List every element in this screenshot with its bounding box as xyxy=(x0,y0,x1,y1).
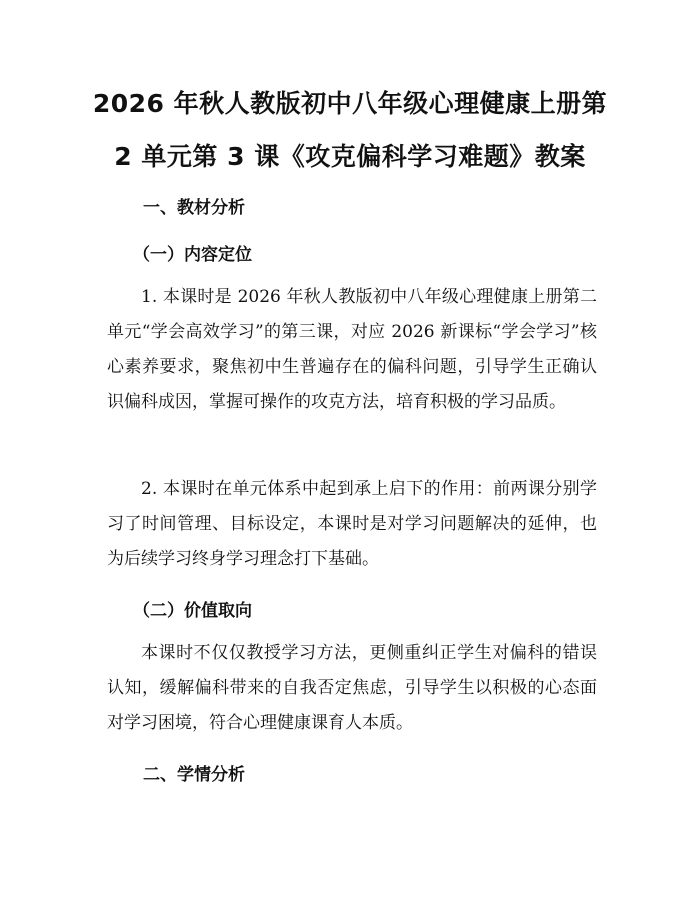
paragraph-value-orientation: 本课时不仅仅教授学习方法，更侧重纠正学生对偏科的错误认知，缓解偏科带来的自我否定焦虑，引导学生以积极的心态面对学习困境，符合心理健康课育人本质。 xyxy=(107,643,597,733)
paragraph-content-positioning-1: 1. 本课时是 2026 年秋人教版初中八年级心理健康上册第二单元“学会高效学习”的第三课，对应 2026 新课标“学会学习”核心素养要求，聚焦初中生普遍存在的偏科问题，引导学生正确认识偏科成因，掌握可操作的攻克方法，培育积极的学习品质。 xyxy=(107,287,597,412)
subsection-heading-value-orientation: （二）价值取向 xyxy=(133,601,252,621)
section-heading-textbook-analysis: 一、教材分析 xyxy=(143,198,245,218)
document-title-line-1: 2026 年秋人教版初中八年级心理健康上册第 xyxy=(92,89,608,118)
paragraph-content-positioning-2: 2. 本课时在单元体系中起到承上启下的作用：前两课分别学习了时间管理、目标设定，本课时是对学习问题解决的延伸，也为后续学习终身学习理念打下基础。 xyxy=(107,479,597,569)
subsection-heading-content-positioning: （一）内容定位 xyxy=(133,245,252,265)
document-title-line-2: 2 单元第 3 课《攻克偏科学习难题》教案 xyxy=(114,142,586,171)
section-heading-learner-analysis: 二、学情分析 xyxy=(143,765,245,785)
